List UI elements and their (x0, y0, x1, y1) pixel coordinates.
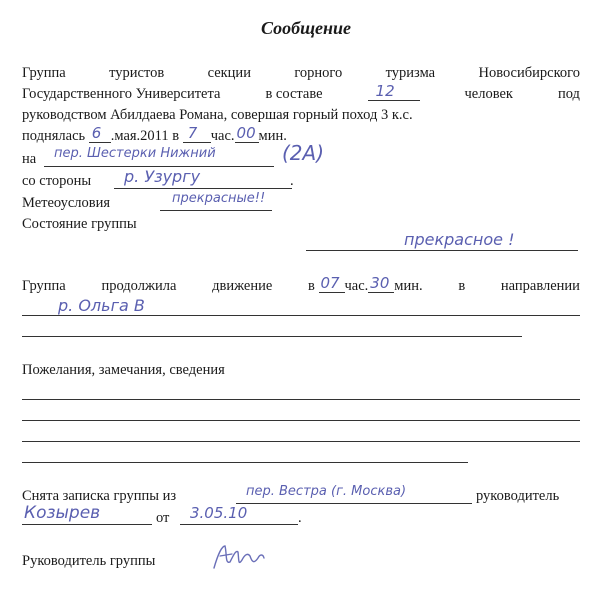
minute-label: мин. (258, 128, 287, 144)
intro-line-2 (22, 82, 580, 103)
removed-by-value: пер. Вестра (г. Москва) (246, 484, 407, 499)
group-size-field (368, 82, 420, 103)
in-text: в (308, 278, 315, 294)
side-line (114, 188, 292, 189)
leader-name-value: Козырев (24, 503, 101, 523)
ascent-hour-field (183, 124, 211, 145)
continue-word: в (458, 278, 466, 294)
ascent-day-value: 6 (91, 124, 102, 142)
peak-label: на (22, 151, 37, 167)
difficulty-value: (2А) (282, 141, 325, 165)
ascent-minute-line (235, 142, 259, 143)
notes-line-3 (22, 441, 580, 442)
ascent-day-line (89, 142, 111, 143)
hour-label: час. (344, 278, 369, 294)
intro-line-3: руководством Абилдаева Романа, совершая горный поход 3 к.с. (22, 107, 413, 123)
month-year-text: .мая.2011 в (110, 128, 183, 144)
leader-word: руководитель (476, 488, 560, 504)
notes-line-2 (22, 420, 580, 421)
side-end-dot: . (290, 173, 294, 189)
removed-by-line (236, 503, 472, 504)
notes-label: Пожелания, замечания, сведения (22, 362, 225, 378)
condition-value: прекрасное ! (404, 230, 515, 249)
document-title: Сообщение (260, 18, 352, 38)
intro-word: Новосибирского (478, 65, 580, 81)
hour-label: час. (210, 128, 235, 144)
notes-line-4 (22, 462, 468, 463)
leader-name-line (22, 524, 152, 525)
continue-hour-field (319, 274, 345, 295)
group-size-value: 12 (375, 82, 395, 100)
removed-date-value: 3.05.10 (190, 504, 248, 522)
removed-date-line (180, 524, 298, 525)
ascent-label: поднялась (22, 128, 89, 144)
date-end-dot: . (298, 510, 302, 526)
ascent-hour-line (183, 142, 211, 143)
weather-line (160, 210, 272, 211)
continue-hour-value: 07 (320, 274, 340, 292)
under-text: под (557, 86, 580, 102)
intro-line-4 (22, 124, 287, 145)
ascent-hour-value: 7 (187, 124, 198, 142)
intro-word: Группа (22, 65, 66, 81)
from-label: от (156, 510, 170, 526)
continue-minute-line (368, 292, 394, 293)
ascent-minute-field (235, 124, 259, 145)
direction-value: р. Ольга В (58, 296, 145, 315)
ascent-day-field (89, 124, 111, 145)
direction-line-1 (22, 315, 580, 316)
intro-word: секции (207, 65, 251, 81)
intro-word: горного (294, 65, 343, 81)
continue-word: движение (212, 278, 273, 294)
continue-line (22, 274, 580, 295)
group-size-line (368, 100, 420, 101)
continue-word: продолжила (101, 278, 177, 294)
intro-word: туризма (385, 65, 436, 81)
intro-line-1 (22, 64, 580, 82)
continue-minute-value: 30 (370, 274, 390, 292)
removed-label: Снята записка группы из (22, 488, 177, 504)
university-text: Государственного Университета (22, 86, 221, 102)
group-leader-label: Руководитель группы (22, 553, 156, 569)
ascent-minute-value: 00 (236, 124, 256, 142)
continue-word: Группа (22, 278, 66, 294)
leader-signature (208, 540, 272, 576)
continue-hour-line (319, 292, 345, 293)
peak-value: пер. Шестерки Нижний (54, 146, 216, 161)
side-value: р. Узургу (124, 167, 201, 186)
continue-time (308, 274, 423, 295)
continue-minute-field (368, 274, 394, 295)
weather-value: прекрасные!! (172, 191, 266, 206)
weather-label: Метеоусловия (22, 195, 111, 211)
side-label: со стороны (22, 173, 92, 189)
minute-label: мин. (394, 278, 423, 294)
continue-word: направлении (500, 278, 580, 294)
condition-label: Состояние группы (22, 216, 137, 232)
composition-text: в составе (265, 86, 323, 102)
notes-line-1 (22, 399, 580, 400)
intro-word: туристов (109, 65, 165, 81)
condition-line (306, 250, 578, 251)
people-text: человек (464, 86, 513, 102)
direction-line-2 (22, 336, 522, 337)
